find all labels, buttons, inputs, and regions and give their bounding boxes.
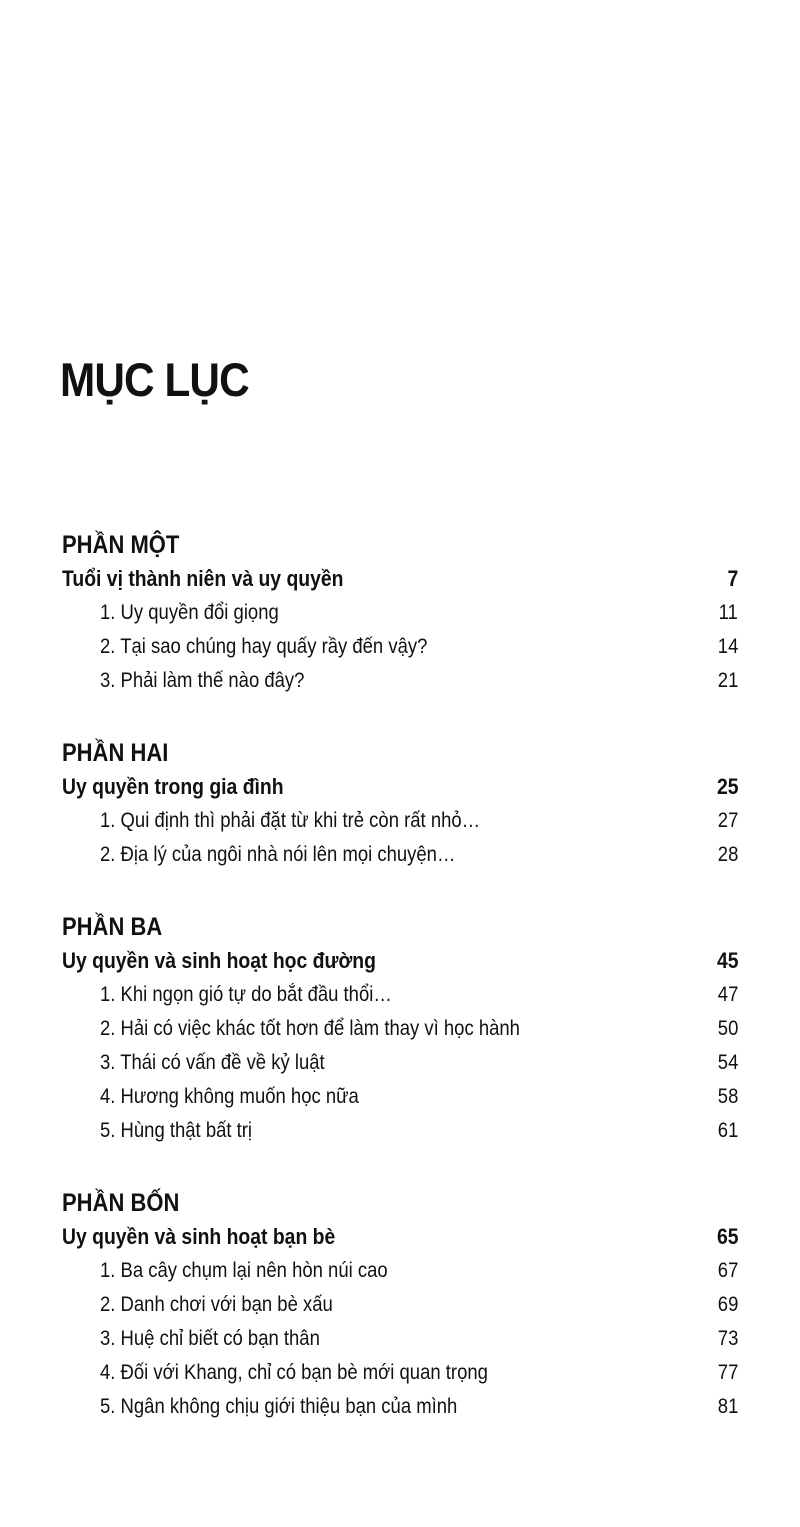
entry-title: 1. Ba cây chụm lại nên hòn núi cao bbox=[100, 1259, 388, 1282]
entry-page: 69 bbox=[717, 1293, 738, 1316]
toc-item-entry[interactable] bbox=[62, 1288, 738, 1322]
entry-page: 21 bbox=[717, 669, 738, 692]
part-heading: PHẦN MỘT bbox=[62, 531, 180, 559]
entry-title: Uy quyền và sinh hoạt bạn bè bbox=[62, 1224, 336, 1249]
toc-part bbox=[62, 910, 738, 1148]
entry-title: 2. Danh chơi với bạn bè xấu bbox=[100, 1293, 333, 1316]
entry-title: 1. Khi ngọn gió tự do bắt đầu thổi… bbox=[100, 983, 392, 1006]
table-of-contents bbox=[62, 528, 738, 1462]
toc-item-entry[interactable] bbox=[62, 1390, 738, 1424]
entry-title: 5. Hùng thật bất trị bbox=[100, 1119, 253, 1142]
entry-page: 61 bbox=[717, 1119, 738, 1142]
entry-title: Uy quyền trong gia đình bbox=[62, 774, 284, 799]
toc-part bbox=[62, 528, 738, 698]
entry-page: 47 bbox=[717, 983, 738, 1006]
toc-item-entry[interactable] bbox=[62, 630, 738, 664]
toc-item-entry[interactable] bbox=[62, 978, 738, 1012]
entry-page: 58 bbox=[717, 1085, 738, 1108]
entry-page: 54 bbox=[717, 1051, 738, 1074]
toc-part bbox=[62, 1186, 738, 1424]
entry-title: 3. Thái có vấn đề về kỷ luật bbox=[100, 1051, 325, 1074]
entry-title: Tuổi vị thành niên và uy quyền bbox=[62, 566, 344, 591]
toc-item-entry[interactable] bbox=[62, 664, 738, 698]
entry-page: 77 bbox=[717, 1361, 738, 1384]
entry-page: 7 bbox=[727, 566, 738, 591]
entry-title: 2. Hải có việc khác tốt hơn để làm thay vì học hành bbox=[100, 1017, 520, 1040]
entry-page: 67 bbox=[717, 1259, 738, 1282]
part-heading: PHẦN HAI bbox=[62, 739, 169, 767]
toc-section-entry[interactable] bbox=[62, 562, 738, 596]
entry-title: Uy quyền và sinh hoạt học đường bbox=[62, 948, 376, 973]
toc-item-entry[interactable] bbox=[62, 596, 738, 630]
toc-item-entry[interactable] bbox=[62, 1322, 738, 1356]
toc-item-entry[interactable] bbox=[62, 804, 738, 838]
entry-page: 50 bbox=[717, 1017, 738, 1040]
toc-item-entry[interactable] bbox=[62, 1080, 738, 1114]
entry-title: 4. Đối với Khang, chỉ có bạn bè mới quan trọng bbox=[100, 1361, 488, 1384]
entry-title: 1. Uy quyền đổi giọng bbox=[100, 601, 279, 624]
entry-page: 65 bbox=[716, 1224, 738, 1249]
toc-item-entry[interactable] bbox=[62, 838, 738, 872]
entry-page: 11 bbox=[718, 601, 738, 624]
entry-title: 2. Tại sao chúng hay quấy rầy đến vậy? bbox=[100, 635, 428, 658]
entry-page: 28 bbox=[717, 843, 738, 866]
entry-title: 3. Phải làm thế nào đây? bbox=[100, 669, 305, 692]
entry-title: 5. Ngân không chịu giới thiệu bạn của mình bbox=[100, 1395, 458, 1418]
entry-title: 3. Huệ chỉ biết có bạn thân bbox=[100, 1327, 320, 1350]
toc-item-entry[interactable] bbox=[62, 1114, 738, 1148]
entry-page: 45 bbox=[716, 948, 738, 973]
toc-item-entry[interactable] bbox=[62, 1012, 738, 1046]
part-heading: PHẦN BỐN bbox=[62, 1189, 180, 1217]
entry-title: 4. Hương không muốn học nữa bbox=[100, 1085, 359, 1108]
toc-item-entry[interactable] bbox=[62, 1254, 738, 1288]
entry-page: 73 bbox=[717, 1327, 738, 1350]
entry-page: 27 bbox=[717, 809, 738, 832]
entry-title: 1. Qui định thì phải đặt từ khi trẻ còn rất nhỏ… bbox=[100, 809, 481, 832]
toc-item-entry[interactable] bbox=[62, 1046, 738, 1080]
toc-section-entry[interactable] bbox=[62, 944, 738, 978]
entry-title: 2. Địa lý của ngôi nhà nói lên mọi chuyện… bbox=[100, 843, 456, 866]
toc-section-entry[interactable] bbox=[62, 770, 738, 804]
toc-part bbox=[62, 736, 738, 872]
toc-section-entry[interactable] bbox=[62, 1220, 738, 1254]
part-heading: PHẦN BA bbox=[62, 913, 163, 941]
page-title: MỤC LỤC bbox=[60, 353, 249, 406]
entry-page: 25 bbox=[716, 774, 738, 799]
toc-item-entry[interactable] bbox=[62, 1356, 738, 1390]
entry-page: 14 bbox=[717, 635, 738, 658]
entry-page: 81 bbox=[717, 1395, 738, 1418]
